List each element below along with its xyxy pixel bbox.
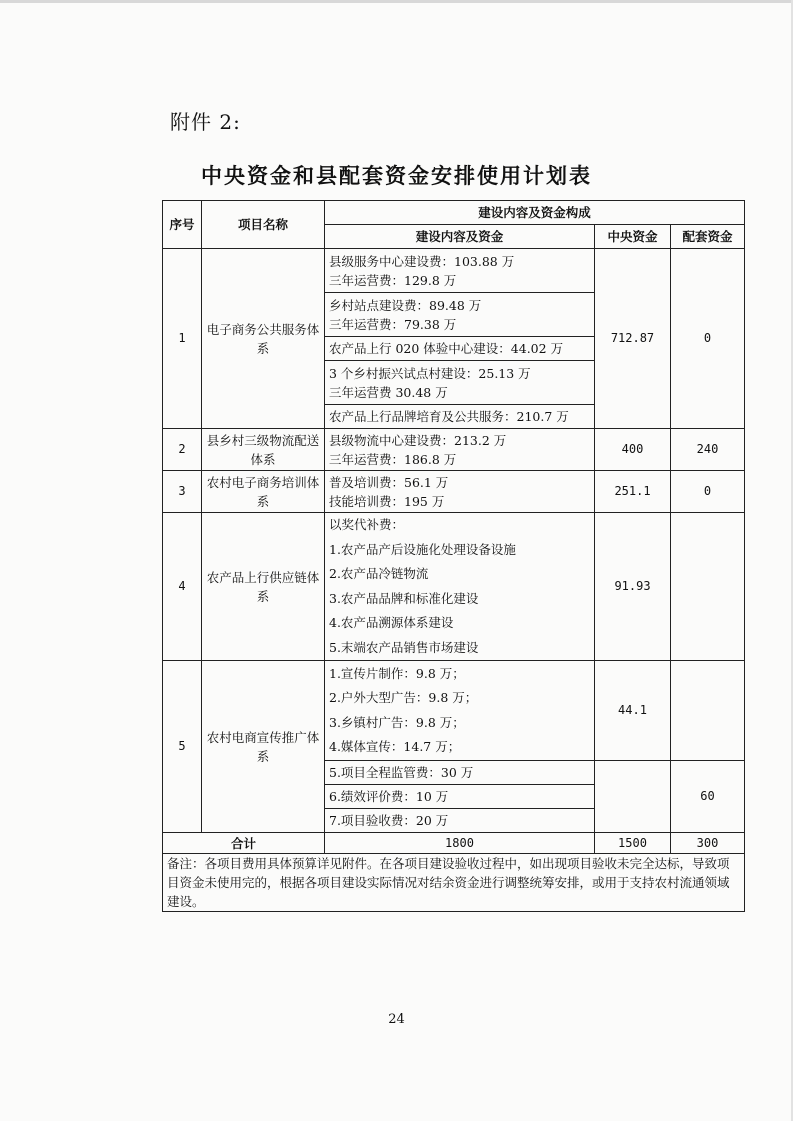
header-content: 建设内容及资金 — [325, 225, 595, 249]
note-text: 备注：各项目费用具体预算详见附件。在各项目建设验收过程中，如出现项目验收未完全达标，导致项目资金未使用完的，根据各项目建设实际情况对结余资金进行调整统筹安排，或用于支持农村流通领域建设。 — [163, 854, 745, 912]
row-content-item: 农产品上行 020 体验中心建设：44.02 万 — [325, 337, 595, 361]
row-content-item: 6.绩效评价费：10 万 — [325, 785, 595, 809]
row-seq: 5 — [163, 661, 202, 833]
table-row — [163, 513, 745, 661]
row-content-item: 县级物流中心建设费：213.2 万 三年运营费：186.8 万 — [325, 429, 595, 471]
row-project-name: 农村电子商务培训体系 — [202, 471, 325, 513]
document-title: 中央资金和县配套资金安排使用计划表 — [201, 164, 592, 188]
row-content-item: 7.项目验收费：20 万 — [325, 809, 595, 833]
row-matching-funds: 60 — [671, 761, 745, 833]
row-central-funds: 44.1 — [595, 661, 671, 761]
total-label: 合计 — [163, 833, 325, 854]
table-row — [163, 661, 745, 761]
row-project-name: 县乡村三级物流配送体系 — [202, 429, 325, 471]
row-seq: 4 — [163, 513, 202, 661]
table-row — [163, 471, 745, 513]
row-central-funds: 712.87 — [595, 249, 671, 429]
row-central-funds-empty — [595, 761, 671, 833]
funding-plan-table — [162, 200, 745, 912]
page-number: 24 — [388, 1012, 405, 1027]
row-project-name: 农产品上行供应链体系 — [202, 513, 325, 661]
header-seq: 序号 — [163, 201, 202, 249]
row-matching-funds: 0 — [671, 249, 745, 429]
table-row — [163, 249, 745, 293]
row-central-funds: 251.1 — [595, 471, 671, 513]
row-central-funds: 91.93 — [595, 513, 671, 661]
row-content-item: 5.项目全程监管费：30 万 — [325, 761, 595, 785]
row-seq: 1 — [163, 249, 202, 429]
scan-edge-top — [0, 0, 793, 3]
header-central-funds: 中央资金 — [595, 225, 671, 249]
row-content-item: 普及培训费：56.1 万 技能培训费：195 万 — [325, 471, 595, 513]
row-content-item: 1.宣传片制作：9.8 万； 2.户外大型广告：9.8 万； 3.乡镇村广告：9.8 万； 4.媒体宣传：14.7 万； — [325, 661, 595, 761]
total-content: 1800 — [325, 833, 595, 854]
table-row — [163, 429, 745, 471]
row-content-item: 农产品上行品牌培育及公共服务：210.7 万 — [325, 405, 595, 429]
row-matching-funds: 0 — [671, 471, 745, 513]
row-seq: 3 — [163, 471, 202, 513]
total-central-funds: 1500 — [595, 833, 671, 854]
note-row — [163, 854, 745, 912]
row-content-item: 乡村站点建设费：89.48 万 三年运营费：79.38 万 — [325, 293, 595, 337]
header-project-name: 项目名称 — [202, 201, 325, 249]
attachment-label: 附件 2: — [170, 110, 241, 134]
row-central-funds: 400 — [595, 429, 671, 471]
row-project-name: 电子商务公共服务体系 — [202, 249, 325, 429]
row-content-item: 以奖代补费： 1.农产品产后设施化处理设备设施 2.农产品冷链物流 3.农产品品牌和标准化建设 4.农产品溯源体系建设 5.末端农产品销售市场建设 — [325, 513, 595, 661]
row-project-name: 农村电商宣传推广体系 — [202, 661, 325, 833]
total-matching-funds: 300 — [671, 833, 745, 854]
row-content-item: 3 个乡村振兴试点村建设：25.13 万 三年运营费 30.48 万 — [325, 361, 595, 405]
header-construction-group: 建设内容及资金构成 — [325, 201, 745, 225]
row-matching-funds-empty — [671, 661, 745, 761]
row-matching-funds: 240 — [671, 429, 745, 471]
row-seq: 2 — [163, 429, 202, 471]
row-matching-funds — [671, 513, 745, 661]
total-row — [163, 833, 745, 854]
header-matching-funds: 配套资金 — [671, 225, 745, 249]
row-content-item: 县级服务中心建设费：103.88 万 三年运营费：129.8 万 — [325, 249, 595, 293]
